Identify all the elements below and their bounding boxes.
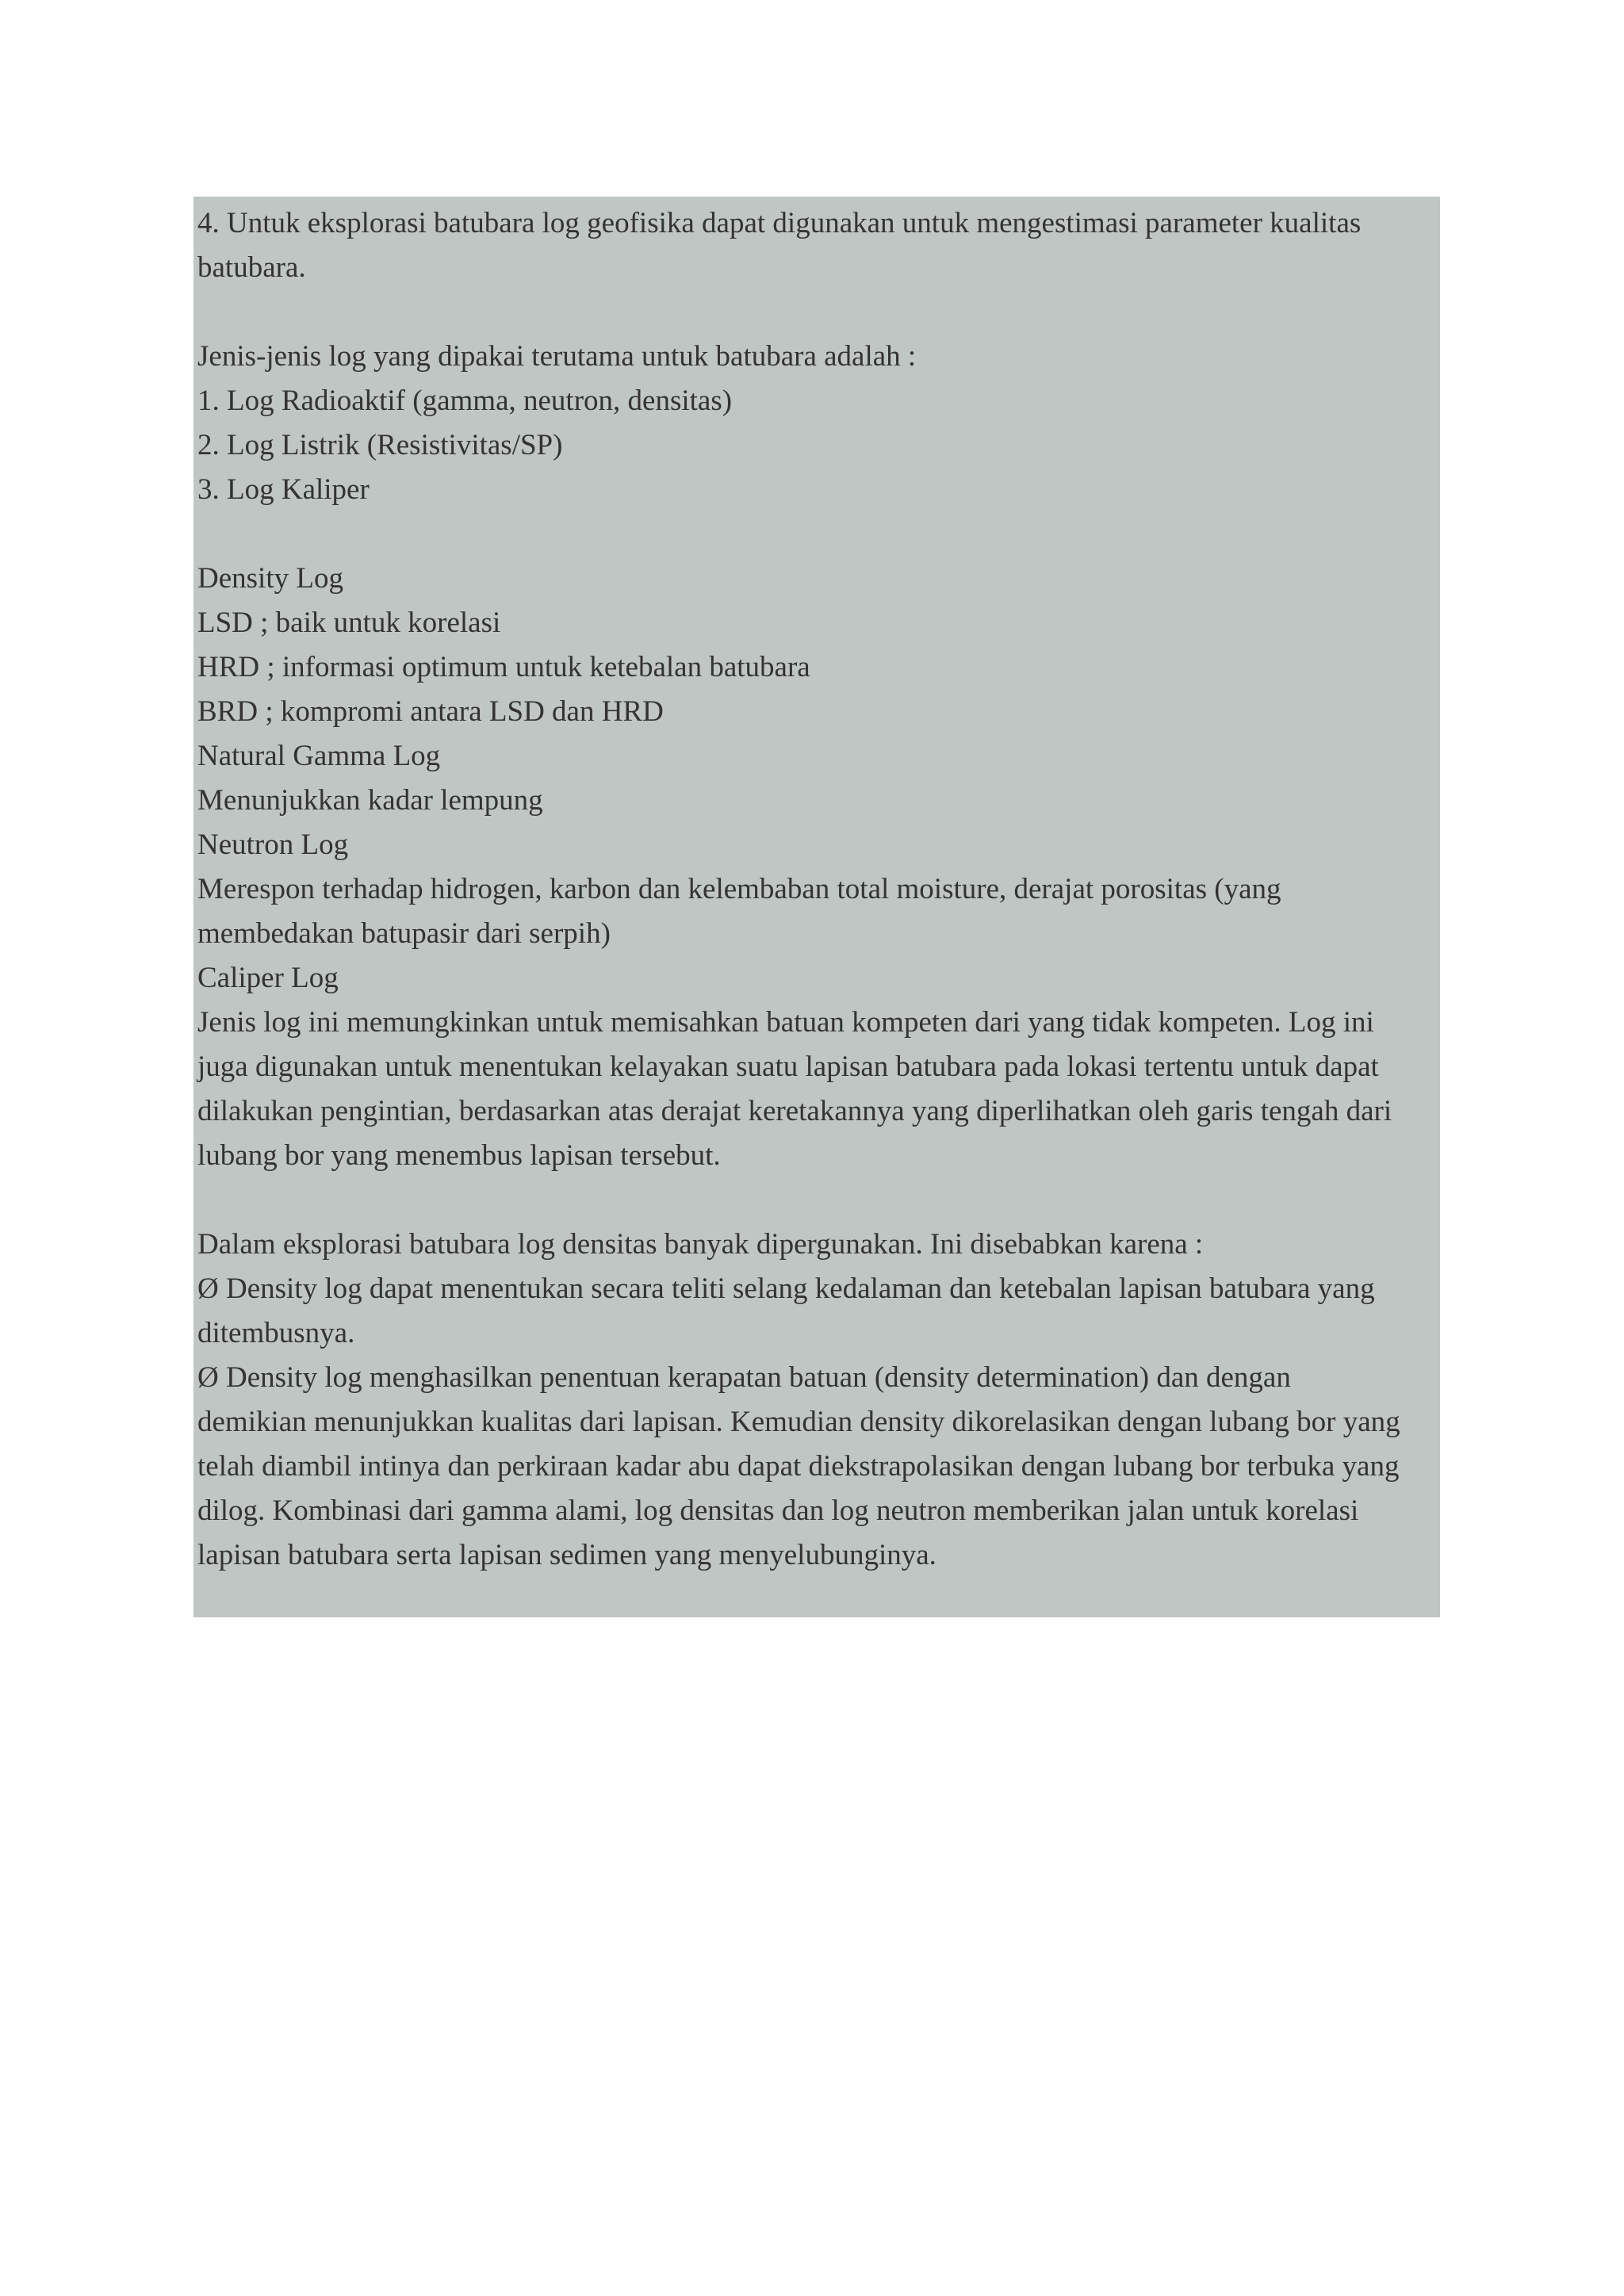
blank-line: [197, 1178, 1440, 1223]
list-item: 2. Log Listrik (Resistivitas/SP): [197, 429, 563, 461]
text-line: 4. Untuk eksplorasi batubara log geofisika dapat digunakan untuk mengestimasi parameter kualitas: [197, 207, 1362, 239]
neutron-log-title: Neutron Log: [197, 828, 349, 861]
paragraph-log-descriptions: [197, 557, 1440, 1178]
list-item: 1. Log Radioaktif (gamma, neutron, densitas): [197, 385, 733, 417]
bullet-point-2: demikian menunjukkan kualitas dari lapisan. Kemudian density dikorelasikan dengan lubang bor yang: [197, 1406, 1400, 1438]
blank-line: [197, 512, 1440, 557]
brd-line: BRD ; kompromi antara LSD dan HRD: [197, 695, 664, 728]
bullet-point-1: Ø Density log dapat menentukan secara teliti selang kedalaman dan ketebalan lapisan batubara yang: [197, 1272, 1375, 1305]
caliper-log-description: Jenis log ini memungkinkan untuk memisahkan batuan kompeten dari yang tidak kompeten. Log ini: [197, 1006, 1374, 1039]
highlighted-text-block: [193, 197, 1440, 1617]
neutron-log-description: Merespon terhadap hidrogen, karbon dan kelembaban total moisture, derajat porositas (yang: [197, 873, 1281, 905]
density-log-title: Density Log: [197, 562, 343, 595]
caliper-log-title: Caliper Log: [197, 962, 339, 994]
density-usage-intro: Dalam eksplorasi batubara log densitas banyak dipergunakan. Ini disebabkan karena :: [197, 1228, 1204, 1261]
list-item: 3. Log Kaliper: [197, 473, 370, 506]
caliper-log-description: lubang bor yang menembus lapisan tersebut.: [197, 1139, 721, 1172]
log-types-intro: Jenis-jenis log yang dipakai terutama untuk batubara adalah :: [197, 340, 917, 373]
text-line: batubara.: [197, 251, 306, 284]
bullet-point-2: telah diambil intinya dan perkiraan kadar abu dapat diekstrapolasikan dengan lubang bor terbuka yang: [197, 1450, 1400, 1483]
bullet-point-1: ditembusnya.: [197, 1317, 355, 1349]
paragraph-density-usage: [197, 1223, 1440, 1578]
caliper-log-description: dilakukan pengintian, berdasarkan atas derajat keretakannya yang diperlihatkan oleh garis tengah dari: [197, 1095, 1392, 1127]
gamma-log-description: Menunjukkan kadar lempung: [197, 784, 543, 817]
bullet-point-2: lapisan batubara serta lapisan sedimen yang menyelubunginya.: [197, 1539, 936, 1571]
paragraph-item-4: [197, 201, 1440, 290]
gamma-log-title: Natural Gamma Log: [197, 740, 441, 772]
caliper-log-description: juga digunakan untuk menentukan kelayakan suatu lapisan batubara pada lokasi tertentu untuk dapat: [197, 1050, 1379, 1083]
paragraph-log-types: [197, 335, 1440, 512]
blank-line: [197, 290, 1440, 335]
lsd-line: LSD ; baik untuk korelasi: [197, 607, 501, 639]
bullet-point-2: Ø Density log menghasilkan penentuan kerapatan batuan (density determination) dan dengan: [197, 1361, 1291, 1394]
bullet-point-2: dilog. Kombinasi dari gamma alami, log densitas dan log neutron memberikan jalan untuk korelasi: [197, 1494, 1359, 1527]
hrd-line: HRD ; informasi optimum untuk ketebalan batubara: [197, 651, 810, 683]
neutron-log-description: membedakan batupasir dari serpih): [197, 917, 611, 950]
